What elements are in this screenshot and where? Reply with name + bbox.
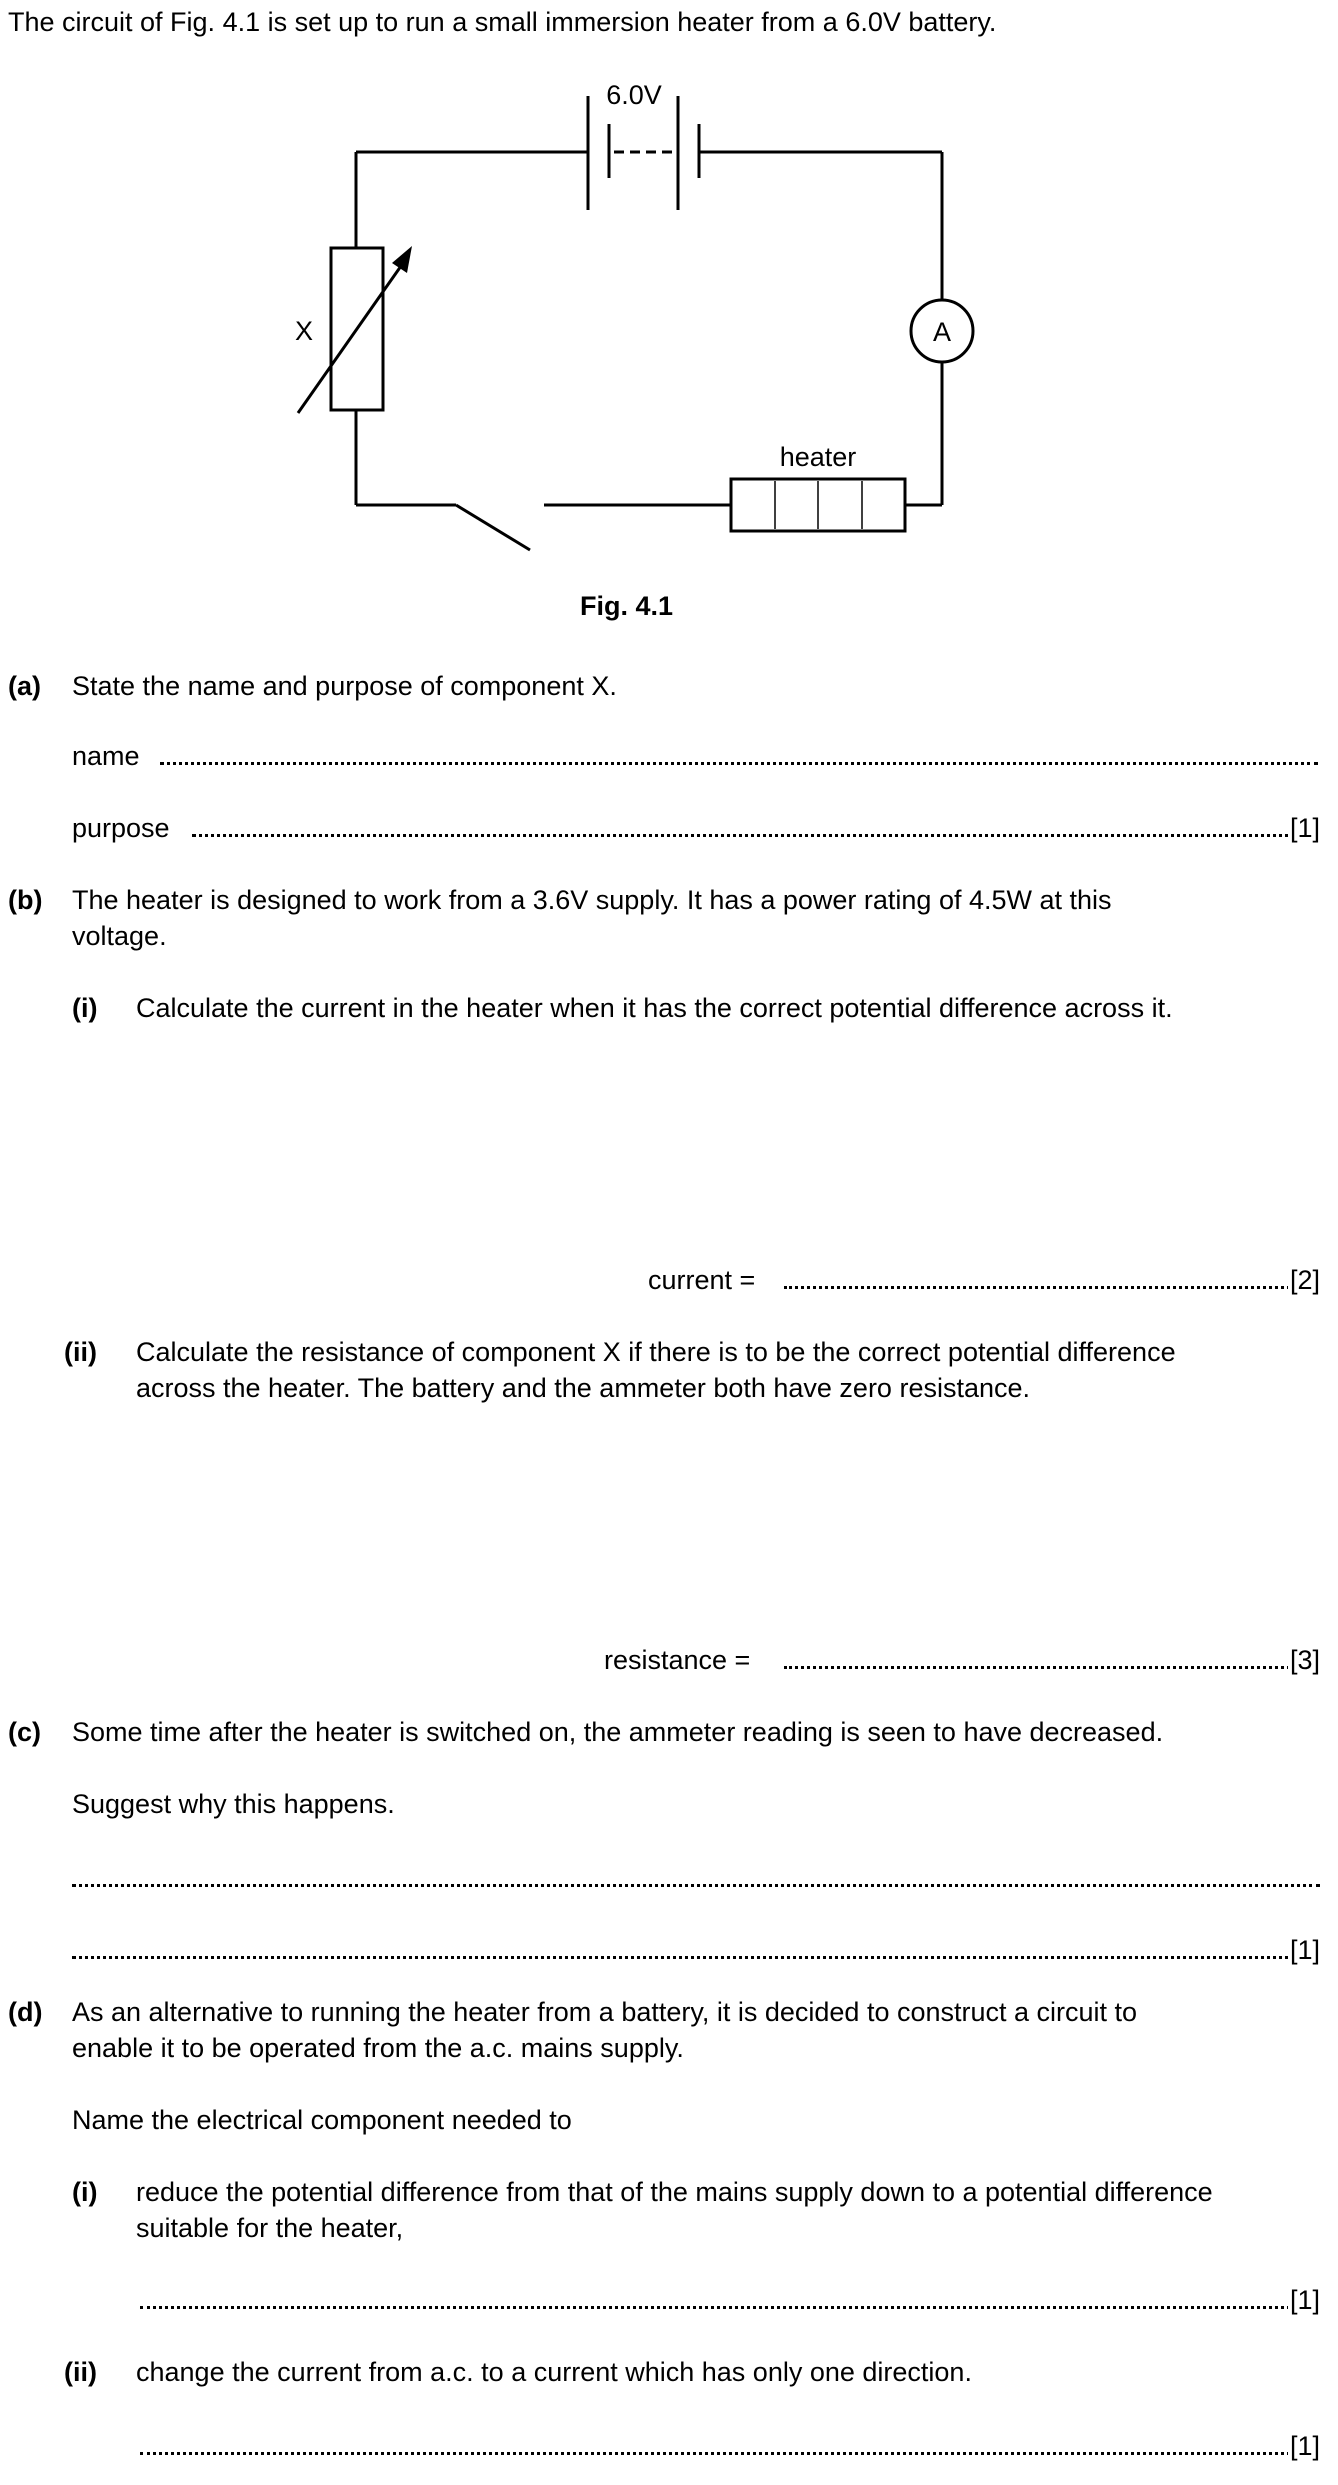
current-label: current =: [648, 1265, 756, 1295]
part-b-i-label: (i): [72, 993, 98, 1023]
part-d-i-label: (i): [72, 2177, 98, 2207]
circuit-diagram: [0, 0, 1338, 600]
part-d-label: (d): [8, 1997, 43, 2027]
ammeter-label: A: [932, 317, 952, 347]
name-answer-line[interactable]: [160, 738, 1318, 774]
part-d-ii-question: change the current from a.c. to a current which has only one direction.: [136, 2357, 972, 2387]
part-b-i-mark: [2]: [1288, 1262, 1320, 1298]
part-a-label: (a): [8, 671, 41, 701]
part-d-text-line2: enable it to be operated from the a.c. mains supply.: [72, 2033, 684, 2063]
part-a-mark: [1]: [1288, 810, 1320, 846]
part-b-text-line2: voltage.: [72, 921, 167, 951]
part-c-question: Some time after the heater is switched on, the ammeter reading is seen to have decreased.: [72, 1717, 1164, 1747]
name-label: name: [72, 741, 140, 771]
part-c-answer-line-2[interactable]: [72, 1932, 1320, 1968]
part-d-ii-mark: [1]: [1288, 2428, 1320, 2464]
part-d-text-line1: As an alternative to running the heater from a battery, it is decided to construct a circuit to: [72, 1997, 1138, 2027]
part-b-ii-label: (ii): [64, 1337, 97, 1367]
part-b-ii-text-line2: across the heater. The battery and the ammeter both have zero resistance.: [136, 1373, 1031, 1403]
part-d-i-text-line2: suitable for the heater,: [136, 2213, 404, 2243]
part-b-label: (b): [8, 885, 43, 915]
part-b-i-question: Calculate the current in the heater when it has the correct potential difference across it.: [136, 993, 1173, 1023]
part-c-prompt: Suggest why this happens.: [72, 1789, 395, 1819]
battery-label: 6.0V: [606, 80, 662, 110]
part-d-i-mark: [1]: [1288, 2282, 1320, 2318]
purpose-label: purpose: [72, 813, 170, 843]
part-d-ii-answer-line[interactable]: [140, 2428, 1320, 2464]
part-c-label: (c): [8, 1717, 41, 1747]
part-b-ii-mark: [3]: [1288, 1642, 1320, 1678]
part-a-question: State the name and purpose of component X.: [72, 671, 617, 701]
part-d-i-answer-line[interactable]: [140, 2282, 1320, 2318]
component-x-label: X: [294, 316, 314, 346]
intro-text: The circuit of Fig. 4.1 is set up to run a small immersion heater from a 6.0V battery.: [8, 7, 997, 37]
purpose-answer-line[interactable]: [192, 810, 1320, 846]
resistance-label: resistance =: [604, 1645, 751, 1675]
part-b-ii-text-line1: Calculate the resistance of component X if there is to be the correct potential difference: [136, 1337, 1176, 1367]
part-c-answer-line-1[interactable]: [72, 1860, 1320, 1896]
resistance-answer-line[interactable]: [784, 1642, 1320, 1678]
part-d-i-text-line1: reduce the potential difference from that of the mains supply down to a potential difference: [136, 2177, 1213, 2207]
current-answer-line[interactable]: [784, 1262, 1320, 1298]
part-c-mark: [1]: [1288, 1932, 1320, 1968]
figure-caption-text: Fig. 4.1: [580, 591, 674, 621]
heater-label: heater: [779, 442, 857, 472]
part-d-ii-label: (ii): [64, 2357, 97, 2387]
part-d-prompt: Name the electrical component needed to: [72, 2105, 572, 2135]
part-b-text-line1: The heater is designed to work from a 3.6V supply. It has a power rating of 4.5W at this: [72, 885, 1112, 915]
